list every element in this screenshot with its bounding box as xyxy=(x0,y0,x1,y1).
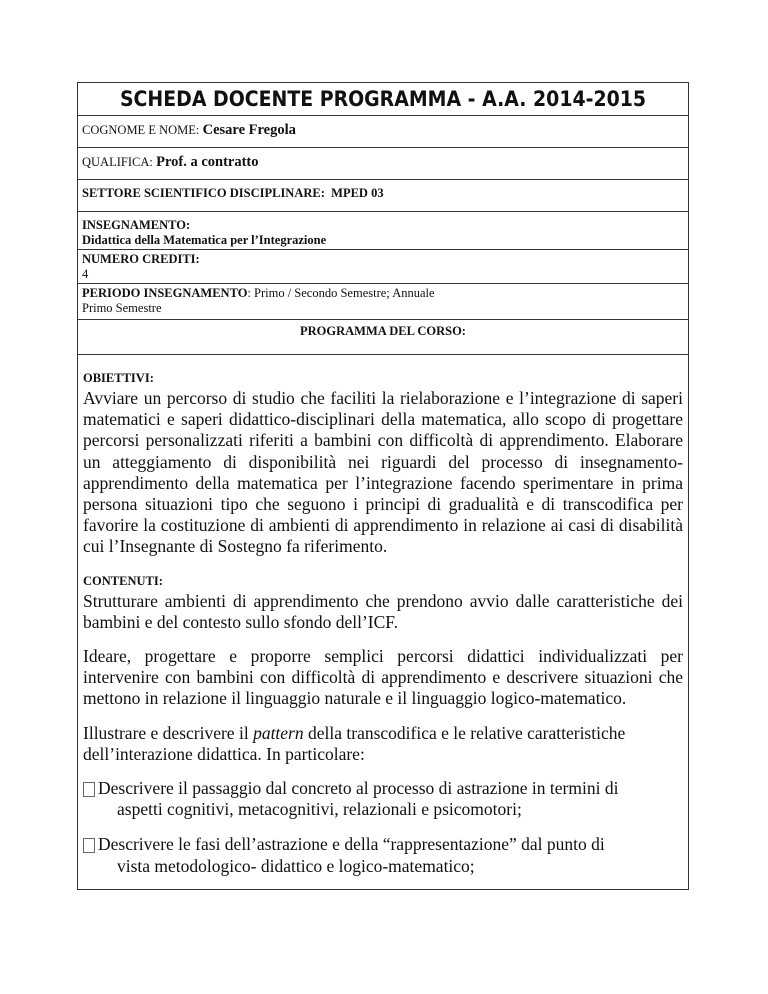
cognome-row xyxy=(78,116,688,148)
settore-value: MPED 03 xyxy=(331,186,384,200)
bullet-box-icon xyxy=(83,782,95,797)
bullet-2-first-line: Descrivere le fasi dell’astrazione e della “rappresentazione” dal punto di xyxy=(98,834,605,855)
periodo-row xyxy=(78,284,688,320)
obiettivi-text: Avviare un percorso di studio che faciliti la rielaborazione e l’integrazione di saperi matematici e saperi didattico-disciplinari della matematica, allo scopo di progettare percorsi personalizzati riferiti a bambini con difficoltà di apprendimento. Elaborare un atteggiamento di disponibilità nei riguardi del processo di insegnamento-apprendimento della matematica per l’integrazione facendo sperimentare in prima persona situazioni tipo che seguono i principi di gradualità e di transcodifica per favorire la costituzione di ambienti di apprendimento in relazione ai casi di disabilità cui l’Insegnante di Sostegno fa riferimento. xyxy=(83,388,683,557)
bullet-1-continuation: aspetti cognitivi, metacognitivi, relazionali e psicomotori; xyxy=(117,799,522,820)
qualifica-label: QUALIFICA: xyxy=(82,155,153,169)
programma-heading xyxy=(78,320,688,355)
document-title: SCHEDA DOCENTE PROGRAMMA - A.A. 2014-2015 xyxy=(78,83,688,116)
contenuti-p3-after: della transcodifica e le relative caratteristiche dell’interazione didattica. In particolare: xyxy=(83,722,626,764)
insegnamento-row xyxy=(78,212,688,250)
insegnamento-label: INSEGNAMENTO: xyxy=(82,218,191,232)
contenuti-paragraph-3 xyxy=(83,723,683,765)
contenuti-p3-italic: pattern xyxy=(253,722,304,743)
bullet-item-1 xyxy=(83,778,683,820)
bullet-1-first-line: Descrivere il passaggio dal concreto al processo di astrazione in termini di xyxy=(98,778,619,799)
program-sheet xyxy=(77,82,689,890)
programma-heading-text: PROGRAMMA DEL CORSO: xyxy=(300,324,466,338)
contenuti-label: CONTENUTI: xyxy=(83,573,163,588)
cognome-label: COGNOME E NOME: xyxy=(82,123,200,137)
bullet-item-2 xyxy=(83,834,683,876)
bullet-2-continuation: vista metodologico- didattico e logico-matematico; xyxy=(117,855,475,876)
obiettivi-label: OBIETTIVI: xyxy=(83,371,154,385)
bullet-box-icon xyxy=(83,838,95,853)
contenuti-p3-before: Illustrare e descrivere il xyxy=(83,722,254,743)
contenuti-paragraph-2: Ideare, progettare e proporre semplici percorsi didattici individualizzati per intervenire con bambini con difficoltà di apprendimento e descrivere situazioni che mettono in relazione il linguaggio naturale e il linguaggio logico-matematico. xyxy=(83,646,683,709)
cognome-value: Cesare Fregola xyxy=(202,122,296,138)
qualifica-row xyxy=(78,148,688,180)
periodo-value: Primo Semestre xyxy=(82,301,162,315)
crediti-row xyxy=(78,250,688,284)
insegnamento-value: Didattica della Matematica per l’Integrazione xyxy=(82,233,327,247)
qualifica-value: Prof. a contratto xyxy=(156,154,259,170)
contenuti-paragraph-1: Strutturare ambienti di apprendimento che prendono avvio dalle caratteristiche dei bambini e del contesto sullo sfondo dell’ICF. xyxy=(83,590,683,632)
settore-label: SETTORE SCIENTIFICO DISCIPLINARE: xyxy=(82,186,325,200)
program-body xyxy=(78,355,688,889)
periodo-label: PERIODO INSEGNAMENTO xyxy=(82,286,248,300)
crediti-label: NUMERO CREDITI: xyxy=(82,252,200,266)
periodo-options: : Primo / Secondo Semestre; Annuale xyxy=(247,286,435,300)
settore-row xyxy=(78,180,688,212)
crediti-value: 4 xyxy=(82,267,89,281)
